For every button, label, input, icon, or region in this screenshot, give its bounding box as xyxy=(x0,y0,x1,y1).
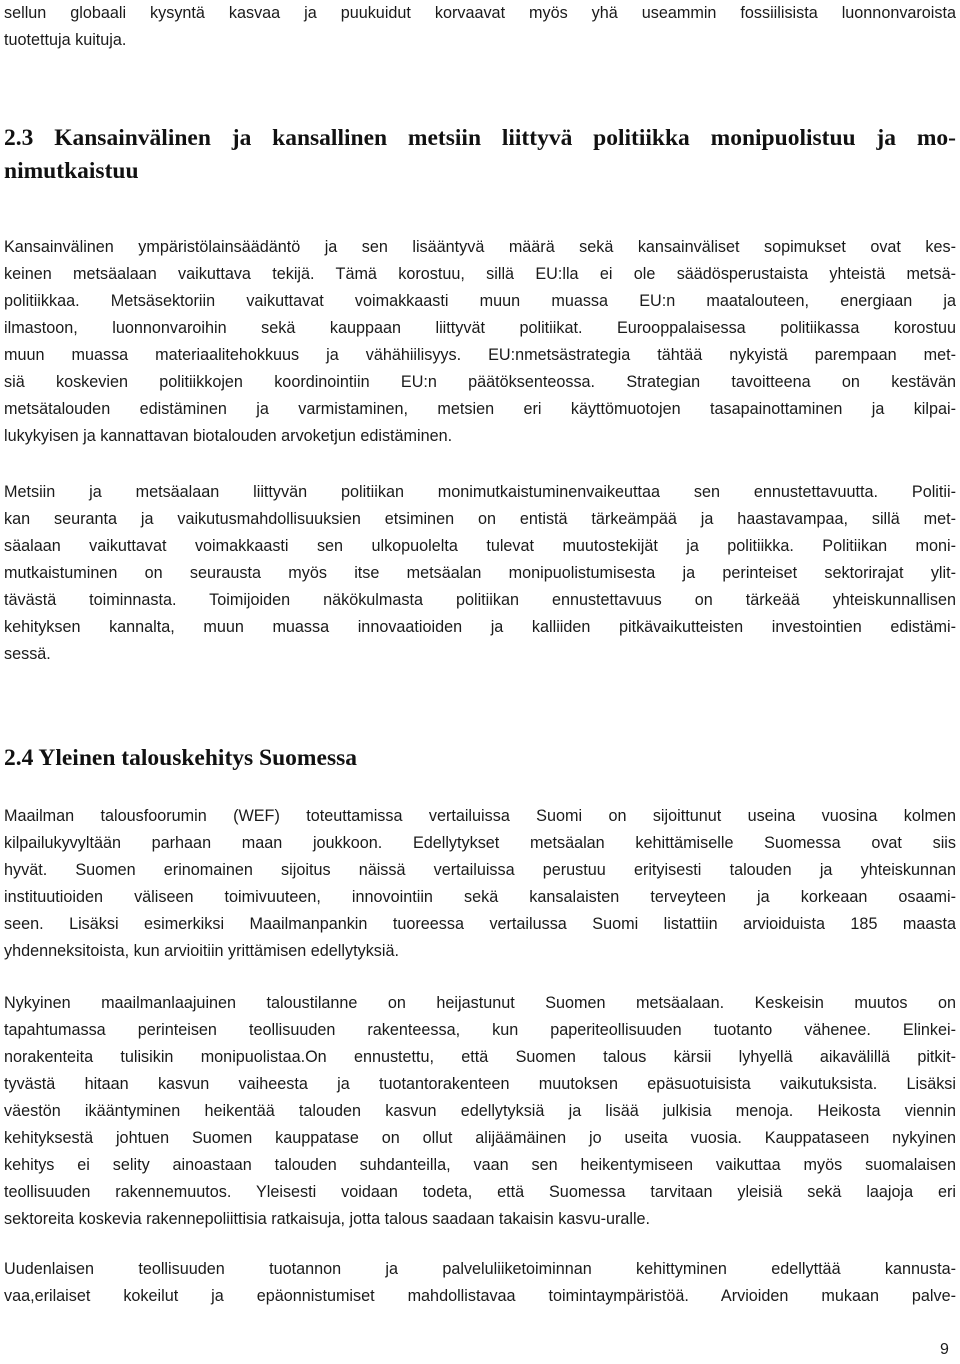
text-line: tyvästä hitaan kasvun vaiheesta ja tuotantorakenteen muutoksen epäsuotuisista vaikutuksista. Lisäksi xyxy=(4,1075,956,1093)
section-2-4-heading xyxy=(4,742,956,775)
text-line: instituutioiden väliseen toimivuuteen, innovointiin sekä kansalaisten terveyteen ja korkeaan osaami- xyxy=(4,888,956,906)
text-line: Nykyinen maailmanlaajuinen taloustilanne on heijastunut Suomen metsäalaan. Keskeisin muutos on xyxy=(4,994,956,1012)
intro-paragraph xyxy=(4,0,956,54)
text-line: kehitys ei selity ainoastaan talouden suhdanteilla, vaan sen heikentymiseen vaikuttaa myös suomalaisen xyxy=(4,1156,956,1174)
text-line: muun muassa materiaalitehokkuus ja vähähiilisyys. EU:nmetsästrategia tähtää nykyistä parempaan met- xyxy=(4,346,956,364)
text-line: siä koskevien politiikkojen koordinointiin EU:n päätöksenteossa. Strategian tavoitteena on kestävän xyxy=(4,373,956,391)
text-line: Uudenlaisen teollisuuden tuotannon ja palveluliiketoiminnan kehittyminen edellyttää kannusta- xyxy=(4,1260,956,1278)
heading-line: 2.3 Kansainvälinen ja kansallinen metsiin liittyvä politiikka monipuolistuu ja mo- xyxy=(4,125,956,151)
text-line: keinen metsäalaan vaikuttava tekijä. Tämä korostuu, sillä EU:lla ei ole säädösperustaista yhteistä metsä- xyxy=(4,265,956,283)
text-line: metsätalouden edistäminen ja varmistaminen, metsien eri käyttömuotojen tasapainottaminen ja kilpai- xyxy=(4,400,956,418)
text-line: sessä. xyxy=(4,645,51,663)
text-line: hyvät. Suomen erinomainen sijoitus näissä vertailuissa perustuu erityisesti talouden ja yhteiskunnan xyxy=(4,861,956,879)
text-line: kehityksestä johtuen Suomen kauppatase on ollut alijäämäinen jo useita vuosia. Kauppataseen nykyinen xyxy=(4,1129,956,1147)
heading-line: nimutkaistuu xyxy=(4,158,139,184)
section-2-3-paragraph-1 xyxy=(4,234,956,450)
text-line: kilpailukyvyltään parhaan maan joukkoon. Edellytykset metsäalan kehittämiselle Suomessa ovat siis xyxy=(4,834,956,852)
text-line: yhdenneksitoista, kun arvioitiin yrittämisen edellytyksiä. xyxy=(4,942,399,960)
section-2-3-heading xyxy=(4,122,956,188)
text-line: kan seuranta ja vaikutusmahdollisuuksien etsiminen on entistä tärkeämpää ja haastavampaa, sillä met- xyxy=(4,510,956,528)
text-line: tapahtumassa perinteisen teollisuuden rakenteessa, kun paperiteollisuuden tuotanto vähenee. Elinkei- xyxy=(4,1021,956,1039)
text-line: teollisuuden rakennemuutos. Yleisesti voidaan todeta, että Suomessa tarvitaan yleisiä sekä laajoja eri xyxy=(4,1183,956,1201)
text-line: seen. Lisäksi esimerkiksi Maailmanpankin tuoreessa vertailussa Suomi listattiin arvioiduista 185 maasta xyxy=(4,915,956,933)
text-line: säalaan vaikuttavat voimakkaasti sen ulkopuolelta tulevat muutostekijät ja politiikka. Politiikan moni- xyxy=(4,537,956,555)
heading-line: 2.4 Yleinen talouskehitys Suomessa xyxy=(4,745,357,771)
text-line: mutkaistuminen on seurausta myös itse metsäalan monipuolistumisesta ja perinteiset sektorirajat ylit- xyxy=(4,564,956,582)
text-line: Metsiin ja metsäalaan liittyvän politiikan monimutkaistuminenvaikeuttaa sen ennustettavuutta. Politii- xyxy=(4,483,956,501)
section-2-4-paragraph-1 xyxy=(4,803,956,965)
text-line: Maailman talousfoorumin (WEF) toteuttamissa vertailuissa Suomi on sijoittunut useina vuosina kolmen xyxy=(4,807,956,825)
text-line: norakenteita tulisikin monipuolistaa.On ennustettu, että Suomen talous kärsii lyhyellä aikavälillä pitkit- xyxy=(4,1048,956,1066)
section-2-3-paragraph-2 xyxy=(4,479,956,668)
text-line: kehityksen kannalta, muun muassa innovaatioiden ja kalliiden pitkävaikutteisten investointien edistämi- xyxy=(4,618,956,636)
text-line: vaa,erilaiset kokeilut ja epäonnistumiset mahdollistavaa toimintaympäristöä. Arvioiden mukaan palve- xyxy=(4,1287,956,1305)
text-line: tuotettuja kuituja. xyxy=(4,31,127,49)
text-line: lukykyisen ja kannattavan biotalouden arvoketjun edistäminen. xyxy=(4,427,453,445)
text-line: politiikkaa. Metsäsektoriin vaikuttavat voimakkaasti muun muassa EU:n maatalouteen, energiaan ja xyxy=(4,292,956,310)
section-2-4-paragraph-2 xyxy=(4,990,956,1233)
text-line: Kansainvälinen ympäristölainsäädäntö ja sen lisääntyvä määrä sekä kansainväliset sopimukset ovat kes- xyxy=(4,238,956,256)
text-line: tävästä toiminnasta. Toimijoiden näkökulmasta politiikan ennustettavuus on tärkeää yhteiskunnallisen xyxy=(4,591,956,609)
text-line: sektoreita koskevia rakennepoliittisia ratkaisuja, jotta talous saadaan takaisin kasvu-uralle. xyxy=(4,1210,651,1228)
text-line: väestön ikääntyminen heikentää talouden kasvun edellytyksiä ja lisää julkisia menoja. Heikosta viennin xyxy=(4,1102,956,1120)
text-line: ilmastoon, luonnonvaroihin sekä kauppaan liittyvät politiikat. Eurooppalaisessa politiikassa korostuu xyxy=(4,319,956,337)
page-number: 9 xyxy=(940,1341,949,1358)
section-2-4-paragraph-3 xyxy=(4,1256,956,1310)
text-line: sellun globaali kysyntä kasvaa ja puukuidut korvaavat myös yhä useammin fossiilisista luonnonvaroista xyxy=(4,4,956,22)
